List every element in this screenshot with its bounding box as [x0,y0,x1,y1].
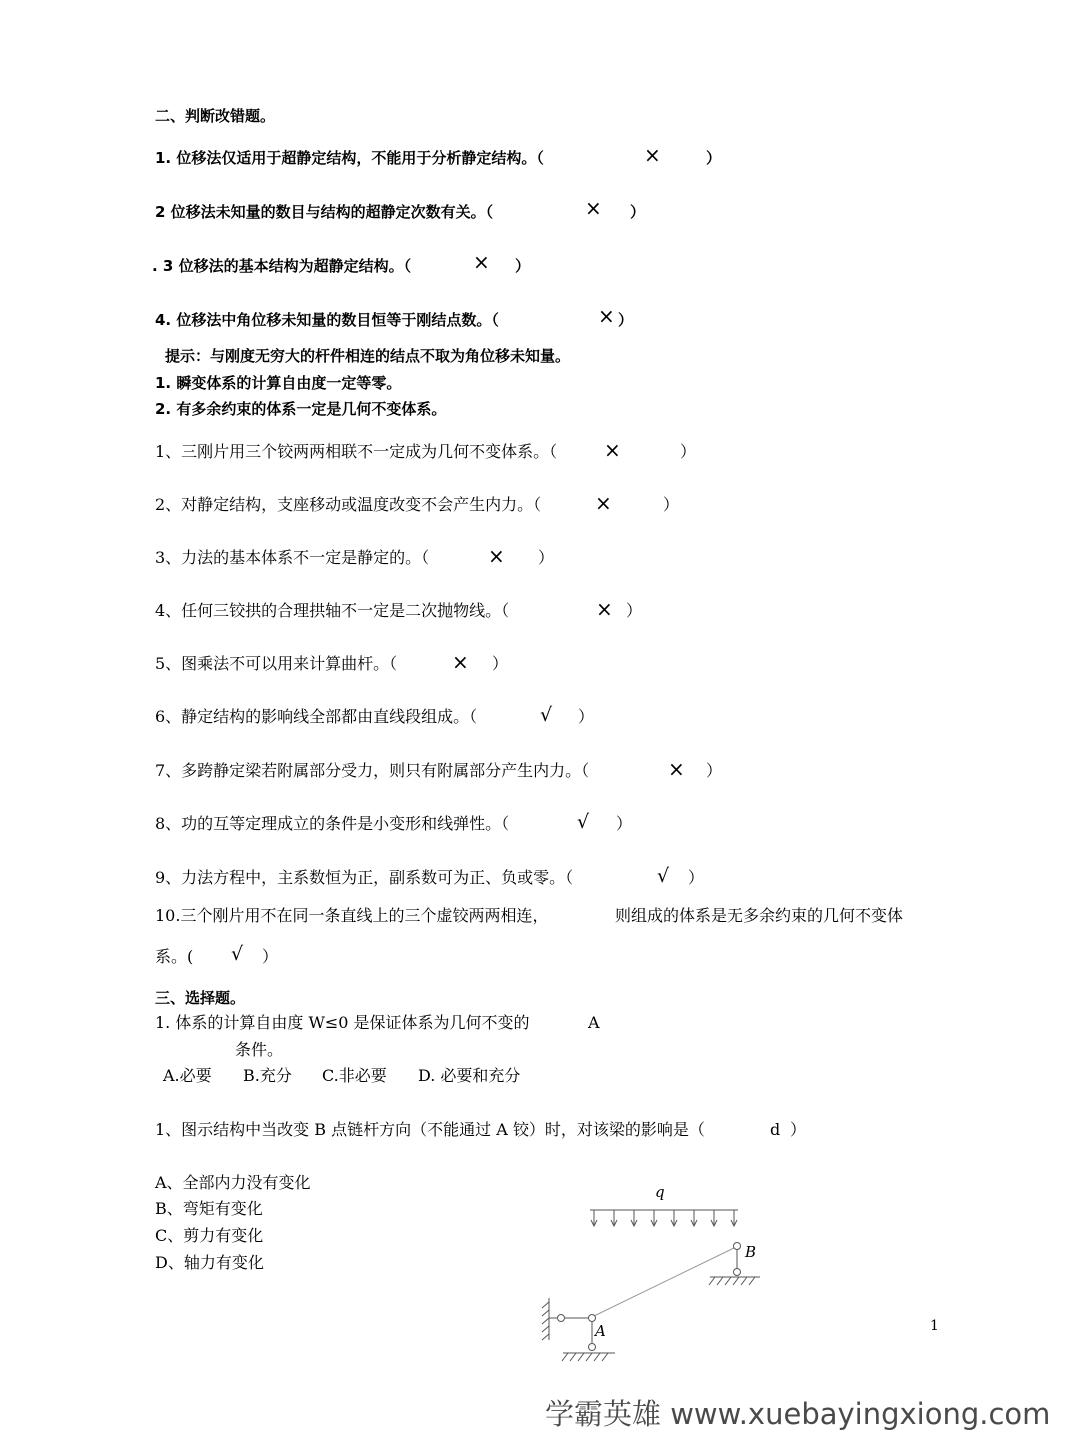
answer-mark-item-8: √ [577,811,590,833]
judgement-item-1: 1、三刚片用三个铰两两相联不一定成为几何不变体系。（ [155,442,558,461]
answer-mark-item-7: × [668,757,685,781]
answer-mark-item-1: × [604,438,621,462]
close-paren-item-9: ） [688,868,705,887]
question-2-2: 2 位移法未知量的数目与结构的超静定次数有关。（ [155,203,494,221]
close-paren-item-5: ） [492,654,509,673]
close-paren-q2: ） [630,203,646,221]
judgement-item-6: 6、静定结构的影响线全部都由直线段组成。（ [155,707,478,726]
answer-mark-item-6: √ [540,704,553,726]
answer-mark-q2: × [585,196,602,220]
close-paren-q4: ） [618,311,634,329]
choice-q2-option-c: C、剪力有变化 [155,1226,264,1245]
close-paren-q3: ） [515,257,531,275]
question-2-4: 4. 位移法中角位移未知量的数目恒等于刚结点数。（ [155,311,499,329]
judgement-item-10-line2: 系。( [155,947,194,966]
choice-q2-option-d: D、轴力有变化 [155,1253,264,1272]
answer-mark-q4: × [598,304,615,328]
judgement-item-2: 2、对静定结构，支座移动或温度改变不会产生内力。（ [155,495,542,514]
choice-q1-option-a: A.必要 [163,1066,212,1085]
choice-q2-close: ） [790,1120,807,1139]
close-paren-item-6: ） [578,707,595,726]
question-2-3: . 3 位移法的基本结构为超静定结构。（ [152,257,412,275]
judgement-item-3: 3、力法的基本体系不一定是静定的。（ [155,548,430,567]
section3-title: 三、选择题。 [155,989,246,1007]
answer-mark-q1: × [644,143,661,167]
answer-mark-item-10: √ [231,943,244,965]
close-paren-item-10: ） [262,947,279,966]
close-paren-item-2: ） [663,495,680,514]
close-paren-q1: ） [706,149,722,167]
choice-q2-option-a: A、全部内力没有变化 [155,1173,311,1192]
close-paren-item-3: ） [538,548,555,567]
judgement-item-10-line1b: 则组成的体系是无多余约束的几何不变体 [615,906,904,925]
close-paren-item-1: ） [680,442,697,461]
judgement-item-10-line1a: 10.三个刚片用不在同一条直线上的三个虚铰两两相连， [155,906,549,925]
choice-q1-option-b: B.充分 [243,1066,292,1085]
answer-mark-q3: × [473,250,490,274]
structure-diagram [535,1180,795,1370]
judgement-item-8: 8、功的互等定理成立的条件是小变形和线弹性。（ [155,814,510,833]
answer-mark-item-5: × [452,650,469,674]
page-number: 1 [930,1318,939,1334]
choice-q1-stem-cont: 条件。 [235,1040,284,1059]
answer-mark-item-3: × [488,544,505,568]
answer-mark-item-2: × [595,491,612,515]
judgement-item-4: 4、任何三铰拱的合理拱轴不一定是二次抛物线。（ [155,601,510,620]
label-a: A [595,1322,606,1340]
label-b: B [745,1243,757,1261]
hint-text: 提示：与刚度无穷大的杆件相连的结点不取为角位移未知量。 [165,347,571,365]
choice-q1-stem: 1. 体系的计算自由度 W≤0 是保证体系为几何不变的 [155,1013,530,1032]
choice-q1-answer: A [588,1013,600,1032]
watermark: 学霸英雄 www.xuebayingxiong.com [545,1397,1051,1431]
judgement-item-5: 5、图乘法不可以用来计算曲杆。（ [155,654,398,673]
answer-mark-item-4: × [596,597,613,621]
label-q: q [655,1183,665,1201]
choice-q1-option-d: D. 必要和充分 [418,1066,521,1085]
close-paren-item-8: ） [616,814,633,833]
statement-2: 2. 有多余约束的体系一定是几何不变体系。 [155,400,447,418]
judgement-item-9: 9、力法方程中，主系数恒为正，副系数可为正、负或零。（ [155,868,574,887]
answer-mark-item-9: √ [657,865,670,887]
inclined-beam [592,1247,736,1317]
statement-1: 1. 瞬变体系的计算自由度一定等零。 [155,374,402,392]
close-paren-item-7: ） [706,761,723,780]
choice-q2-stem: 1、图示结构中当改变 B 点链杆方向（不能通过 A 铰）时，对该梁的影响是（ [155,1120,705,1139]
load-arrows [591,1210,737,1226]
question-2-1: 1. 位移法仅适用于超静定结构，不能用于分析静定结构。（ [155,149,544,167]
close-paren-item-4: ） [626,601,643,620]
choice-q2-option-b: B、弯矩有变化 [155,1199,263,1218]
choice-q2-answer: d [770,1120,781,1139]
choice-q1-option-c: C.非必要 [322,1066,387,1085]
section2-title: 二、判断改错题。 [155,107,276,125]
judgement-item-7: 7、多跨静定梁若附属部分受力，则只有附属部分产生内力。（ [155,761,590,780]
